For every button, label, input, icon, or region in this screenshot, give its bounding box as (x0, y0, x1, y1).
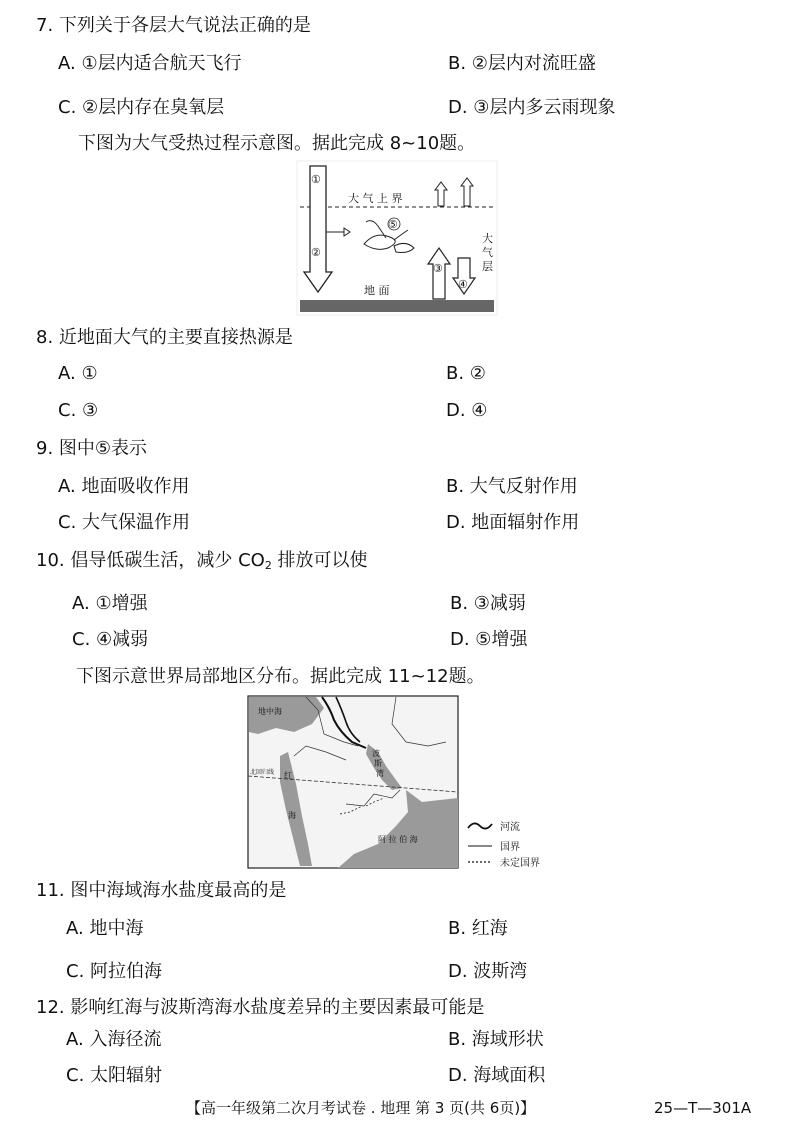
middle-east-map (246, 694, 552, 872)
arabian-sea-label: 阿 拉 伯 海 (378, 835, 418, 844)
atmosphere-label-3: 层 (482, 260, 493, 273)
red-sea-label-2: 海 (288, 811, 296, 820)
question-7-stem: 7. 下列关于各层大气说法正确的是 (36, 15, 311, 36)
legend-river: 河流 (500, 822, 520, 833)
question-10-option-a: A. ①增强 (72, 593, 148, 614)
atmosphere-heating-diagram (296, 160, 498, 316)
question-8-option-a: A. ① (58, 363, 98, 384)
question-12-option-b: B. 海域形状 (448, 1029, 544, 1050)
legend-river-symbol (468, 823, 492, 828)
intro-figure-2: 下图示意世界局部地区分布。据此完成 11~12题。 (76, 666, 485, 687)
marker-5: ⑤ (388, 218, 398, 231)
upper-boundary-label: 大 气 上 界 (348, 192, 403, 205)
question-8-option-b: B. ② (446, 363, 486, 384)
question-7-option-a: A. ①层内适合航天飞行 (58, 53, 242, 74)
question-10-option-d: D. ⑤增强 (450, 629, 528, 650)
question-7-option-b: B. ②层内对流旺盛 (448, 53, 596, 74)
question-12-stem: 12. 影响红海与波斯湾海水盐度差异的主要因素最可能是 (36, 997, 485, 1018)
question-9-option-a: A. 地面吸收作用 (58, 476, 190, 497)
question-7-option-c: C. ②层内存在臭氧层 (58, 97, 225, 118)
legend-border: 国界 (500, 842, 520, 853)
question-9-option-c: C. 大气保温作用 (58, 512, 191, 533)
ground-bar (300, 300, 494, 312)
marker-2: ② (311, 246, 321, 259)
question-8-stem: 8. 近地面大气的主要直接热源是 (36, 327, 293, 348)
question-11-option-c: C. 阿拉伯海 (66, 961, 163, 982)
footer-exam-code: 25—T—301A (654, 1099, 752, 1117)
persian-gulf-label-1: 波 (372, 749, 380, 758)
question-11-option-d: D. 波斯湾 (448, 961, 528, 982)
footer-page-info: 【高一年级第二次月考试卷 . 地理 第 3 页(共 6页)】 (186, 1099, 536, 1117)
atmosphere-label-1: 大 (482, 232, 493, 245)
mediterranean-label: 地中海 (258, 707, 282, 716)
question-7-option-d: D. ③层内多云雨现象 (448, 97, 616, 118)
question-11-stem: 11. 图中海域海水盐度最高的是 (36, 880, 287, 901)
persian-gulf-label-3: 湾 (376, 769, 384, 778)
question-9-option-b: B. 大气反射作用 (446, 476, 578, 497)
question-11-option-a: A. 地中海 (66, 918, 144, 939)
question-10-option-c: C. ④减弱 (72, 629, 149, 650)
question-12-option-a: A. 入海径流 (66, 1029, 162, 1050)
marker-4: ④ (458, 278, 468, 291)
intro-figure-1: 下图为大气受热过程示意图。据此完成 8~10题。 (78, 133, 476, 154)
legend-undetermined: 未定国界 (500, 858, 540, 869)
question-9-stem: 9. 图中⑤表示 (36, 438, 148, 459)
question-8-option-c: C. ③ (58, 400, 99, 421)
marker-1: ① (311, 173, 321, 186)
persian-gulf-label-2: 斯 (374, 759, 382, 768)
atmosphere-label-2: 气 (482, 246, 493, 259)
question-10-option-b: B. ③减弱 (450, 593, 526, 614)
question-8-option-d: D. ④ (446, 400, 488, 421)
marker-3: ③ (433, 262, 443, 275)
question-11-option-b: B. 红海 (448, 918, 508, 939)
question-12-option-d: D. 海域面积 (448, 1065, 546, 1086)
ground-label: 地 面 (364, 284, 390, 297)
tropic-label: 北回归线 (250, 769, 275, 776)
question-9-option-d: D. 地面辐射作用 (446, 512, 580, 533)
question-10-stem: 10. 倡导低碳生活，减少 $CO_2$ 排放可以使 (36, 550, 368, 572)
question-12-option-c: C. 太阳辐射 (66, 1065, 163, 1086)
red-sea-label-1: 红 (284, 771, 292, 780)
